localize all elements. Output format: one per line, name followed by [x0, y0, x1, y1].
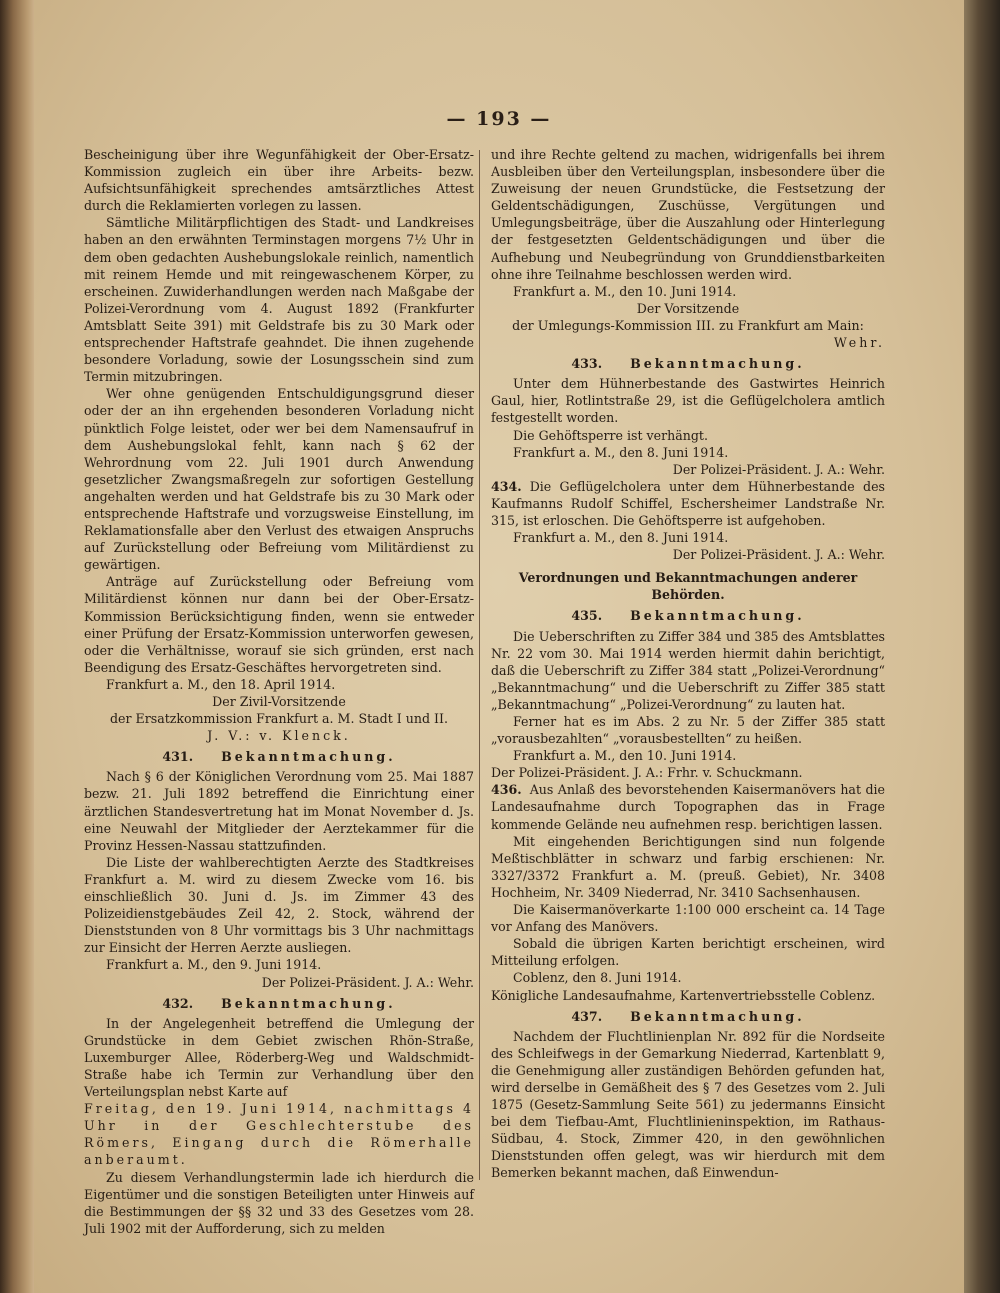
paragraph: Mit eingehenden Berichtigungen sind nun folgende Meßtischblätter in schwarz und farbig erschienen: Nr. 3327/3372 Frankfurt a. M. (preuß. Gebiet), Nr. 3408 Hochheim, Nr. 3409 Niederrad, Nr. 3410 Sachsenhausen.	[491, 833, 885, 900]
paragraph: Unter dem Hühnerbestande des Gastwirtes Heinrich Gaul, hier, Rotlintstraße 29, ist die Geflügelcholera amtlich festgestellt worden.	[491, 376, 885, 426]
paragraph-emphasis: Freitag, den 19. Juni 1914, nachmittags 4 Uhr in der Geschlechterstube des Römers, Eingang durch die Römerhalle anberaumt.	[84, 1101, 474, 1168]
signature: Der Polizei-Präsident. J. A.: Wehr.	[672, 547, 885, 563]
book-gutter	[0, 0, 34, 1293]
paragraph: In der Angelegenheit betreffend die Umlegung der Grundstücke in dem Gebiet zwischen Rhön-Straße, Luxemburger Allee, Röderberg-Weg und Waldschmidt-Straße habe ich Termin zur Verhandlung über den Verteilungsplan nebst Karte auf	[84, 1015, 474, 1100]
paragraph: Die Ueberschriften zu Ziffer 384 und 385 des Amtsblattes Nr. 22 vom 30. Mai 1914 werden hiermit dahin berichtigt, daß die Ueberschrift zu Ziffer 384 statt „Polizei-Verordnung“ „Bekanntmachung“ und die Ueberschrift zu Ziffer 385 statt „Bekanntmachung“ „Polizei-Verordnung“ zu lauten hat.	[491, 628, 885, 712]
date-line: Frankfurt a. M., den 18. April 1914.	[106, 676, 336, 692]
notice-title: Bekanntmachung.	[630, 1008, 805, 1024]
paragraph	[491, 781, 885, 832]
notice-text: Die Geflügelcholera unter dem Hühnerbestande des Kaufmanns Rudolf Schiffel, Eschersheimer Landstraße Nr. 315, ist erloschen. Die Gehöftsperre ist aufgehoben.	[491, 478, 885, 528]
notice-heading-435	[491, 607, 885, 624]
page-edge	[964, 0, 1000, 1293]
date-line: Frankfurt a. M., den 10. Juni 1914.	[513, 283, 737, 299]
signature: J. V.: v. Klenck.	[207, 728, 351, 744]
notice-heading-432	[84, 995, 474, 1012]
notice-heading-437	[491, 1008, 885, 1025]
notice-heading-433	[491, 355, 885, 372]
document-page	[34, 0, 964, 1293]
column-divider	[479, 150, 480, 1180]
notice-number: 434.	[491, 478, 522, 494]
paragraph: Nach § 6 der Königlichen Verordnung vom 25. Mai 1887 bezw. 21. Juli 1892 betreffend die Einrichtung einer ärztlichen Standesvertretung hat im Monat November d. Js. eine Neuwahl der Mitglieder der Aerztekammer für die Provinz Hessen-Nassau stattzufinden.	[84, 769, 474, 853]
paragraph: Sämtliche Militärpflichtigen des Stadt- und Landkreises haben an den erwähnten Terminstagen morgens 7½ Uhr in dem oben gedachten Aushebungslokale reinlich, namentlich mit reinem Hemde und mit reingewaschenem Körper, zu erscheinen. Zuwiderhandlungen werden nach Maßgabe der Polizei-Verordnung vom 4. August 1892 (Frankfurter Amtsblatt Seite 391) mit Geldstrafe bis zu 30 Mark oder entsprechender Haftstrafe geahndet. Die ihnen zugehende besondere Vorladung, sowie der Losungsschein sind zum Termin mitzubringen.	[84, 215, 474, 385]
notice-title: Bekanntmachung.	[630, 356, 805, 372]
right-column	[491, 146, 885, 1182]
notice-number: 437.	[571, 1008, 603, 1024]
signature-title: Der Vorsitzende	[636, 300, 740, 316]
paragraph: Bescheinigung über ihre Wegunfähigkeit der Ober-Ersatz-Kommission zugleich ein über ihre Arbeits- bezw. Aufsichtsunfähigkeit sprechendes amtsärztliches Attest durch die Reklamierten vorlegen zu lassen.	[84, 147, 474, 214]
paragraph: Anträge auf Zurückstellung oder Befreiung vom Militärdienst können nur dann bei der Ober-Ersatz-Kommission Berücksichtigung finden, wenn sie entweder einer Prüfung der Ersatz-Kommission unterworfen gewesen, oder die Verhältnisse, worauf sie sich gründen, erst nach Beendigung des Ersatz-Geschäftes hervorgetreten sind.	[84, 574, 474, 675]
notice-title: Bekanntmachung.	[221, 995, 396, 1011]
signature-title: der Umlegungs-Kommission III. zu Frankfurt am Main:	[512, 317, 864, 333]
date-line: Frankfurt a. M., den 9. Juni 1914.	[106, 957, 322, 973]
date-line: Frankfurt a. M., den 10. Juni 1914.	[513, 748, 737, 764]
notice-number: 433.	[571, 356, 603, 372]
signature-title: Der Zivil-Vorsitzende	[212, 694, 346, 709]
notice-heading-431	[84, 748, 474, 765]
section-heading: Verordnungen und Bekanntmachungen anderer Behörden.	[518, 570, 858, 603]
date-line: Frankfurt a. M., den 8. Juni 1914.	[513, 444, 729, 460]
signature-title: der Ersatzkommission Frankfurt a. M. Stadt I und II.	[109, 711, 448, 727]
left-column	[84, 146, 474, 1237]
paragraph: Die Kaisermanöverkarte 1:100 000 erscheint ca. 14 Tage vor Anfang des Manövers.	[491, 902, 885, 935]
paragraph	[491, 478, 885, 529]
signature: Königliche Landesaufnahme, Kartenvertriebsstelle Coblenz.	[491, 987, 876, 1003]
paragraph: Zu diesem Verhandlungstermin lade ich hierdurch die Eigentümer und die sonstigen Beteiligten unter Hinweis auf die Bestimmungen der §§ 32 und 33 des Gesetzes vom 28. Juli 1902 mit der Aufforderung, sich zu melden	[84, 1169, 474, 1236]
signature: Der Polizei-Präsident. J. A.: Wehr.	[261, 974, 474, 990]
paragraph: Die Liste der wahlberechtigten Aerzte des Stadtkreises Frankfurt a. M. wird zu diesem Zwecke vom 16. bis einschließlich 30. Juni d. Js. im Zimmer 43 des Polizeidienstgebäudes Zeil 42, 2. Stock, während der Dienststunden von 8 Uhr vormittags bis 3 Uhr nachmittags zur Einsicht der Herren Aerzte ausliegen.	[84, 854, 474, 956]
signature: Der Polizei-Präsident. J. A.: Frhr. v. Schuckmann.	[491, 765, 803, 781]
paragraph: Sobald die übrigen Karten berichtigt erscheinen, wird Mitteilung erfolgen.	[491, 936, 885, 969]
notice-number: 435.	[571, 608, 603, 624]
notice-number: 431.	[162, 749, 194, 765]
signature: Der Polizei-Präsident. J. A.: Wehr.	[672, 461, 885, 477]
date-line: Frankfurt a. M., den 8. Juni 1914.	[513, 530, 729, 546]
date-line: Coblenz, den 8. Juni 1914.	[513, 970, 682, 986]
notice-title: Bekanntmachung.	[630, 608, 805, 624]
notice-number: 436.	[491, 782, 522, 798]
paragraph: Wer ohne genügenden Entschuldigungsgrund dieser oder der an ihn ergehenden besonderen Vorladung nicht pünktlich Folge leistet, oder wer bei dem Namensaufruf in dem Aushebungslokal fehlt, kann nach § 62 der Wehrordnung vom 22. Juli 1901 durch Anwendung gesetzlicher Zwangsmaßregeln zur sofortigen Gestellung angehalten werden und hat Geldstrafe bis zu 30 Mark oder entsprechende Haftstrafe und vorzugsweise Einstellung, im Reklamationsfalle aber den Verlust des etwaigen Anspruchs auf Zurückstellung oder Befreiung vom Militärdienst zu gewärtigen.	[84, 386, 474, 573]
notice-title: Bekanntmachung.	[221, 749, 396, 765]
paragraph: Ferner hat es im Abs. 2 zu Nr. 5 der Ziffer 385 statt „vorausbezahlten“ „vorausbestellten“ zu heißen.	[491, 714, 885, 747]
paragraph: Die Gehöftsperre ist verhängt.	[513, 427, 708, 443]
notice-text: Aus Anlaß des bevorstehenden Kaisermanövers hat die Landesaufnahme durch Topographen das in Frage kommende Gelände neu aufnehmen resp. berichtigen lassen.	[491, 782, 885, 832]
signature: Wehr.	[833, 335, 885, 351]
paragraph: und ihre Rechte geltend zu machen, widrigenfalls bei ihrem Ausbleiben über den Verteilungsplan, insbesondere über die Zuweisung der neuen Grundstücke, die Festsetzung der Geldentschädigungen, Zuschüsse, Vergütungen und Umlegungsbeiträge, über die Auszahlung oder Hinterlegung der festgesetzten Geldentschädigungen und über die Aufhebung und Neubegründung von Grunddienstbarkeiten ohne ihre Teilnahme beschlossen werden wird.	[491, 147, 885, 282]
page-number: — 193 —	[446, 108, 552, 130]
notice-number: 432.	[162, 995, 194, 1011]
paragraph: Nachdem der Fluchtlinienplan Nr. 892 für die Nordseite des Schleifwegs in der Gemarkung Niederrad, Kartenblatt 9, die Genehmigung aller zuständigen Behörden gefunden hat, wird derselbe in Gemäßheit des § 7 des Gesetzes vom 2. Juli 1875 (Gesetz-Sammlung Seite 561) zu jedermanns Einsicht bei dem Tiefbau-Amt, Fluchtlinieninspektion, im Rathaus-Südbau, 4. Stock, Zimmer 420, in den gewöhnlichen Dienststunden offen gelegt, was wir hierdurch mit dem Bemerken bekannt machen, daß Einwendun-	[491, 1028, 885, 1181]
